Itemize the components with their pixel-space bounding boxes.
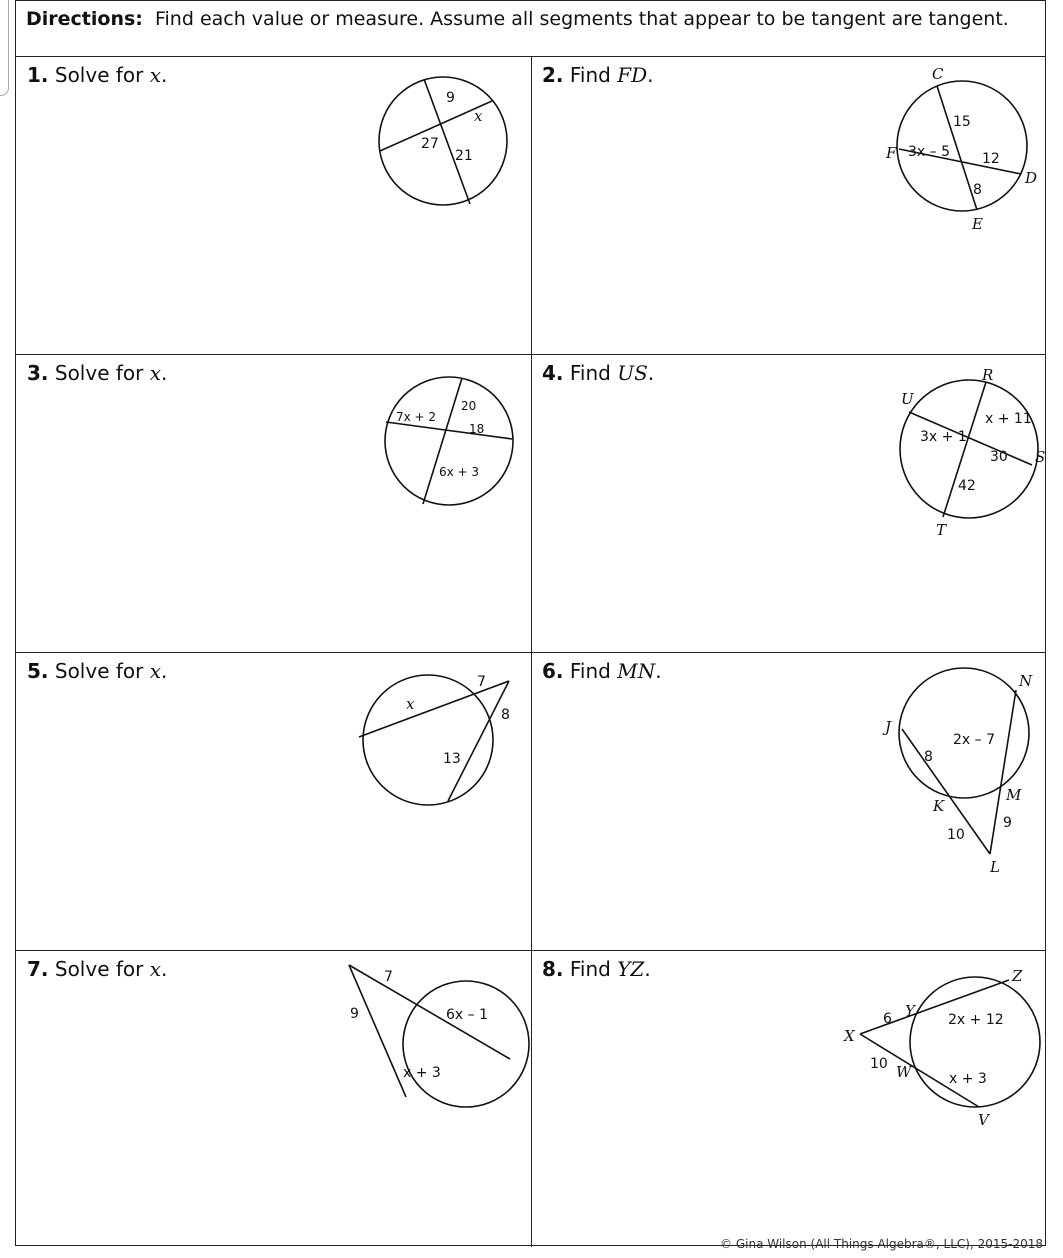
label-9: 9 [446, 90, 455, 106]
label-13: 13 [443, 751, 461, 767]
problem-4-prompt: 4. Find US. [542, 361, 655, 385]
problem-7 [16, 951, 531, 1248]
worksheet [15, 0, 1046, 1251]
label-27: 27 [421, 136, 439, 152]
directions-label: Directions: [26, 8, 143, 30]
label-7: 7 [477, 674, 486, 690]
intersecting-chords-figure-2 [862, 61, 1052, 241]
label-T: T [936, 521, 947, 539]
label-F: F [886, 144, 897, 162]
problem-6-prompt: 6. Find MN. [542, 659, 662, 683]
secant-secant-figure-8 [832, 955, 1052, 1135]
label-x+3: x + 3 [403, 1065, 441, 1081]
label-Y: Y [905, 1002, 915, 1020]
label-8: 8 [924, 749, 933, 765]
label-6: 6 [883, 1011, 892, 1027]
label-x: x [474, 107, 483, 125]
directions [16, 1, 1045, 57]
label-8: 8 [973, 182, 982, 198]
label-6x-1: 6x – 1 [446, 1007, 488, 1023]
copyright-footer: © Gina Wilson (All Things Algebra®, LLC), 2015-2018 [720, 1237, 1043, 1251]
page-corner-tab [0, 0, 9, 96]
label-9: 9 [1003, 815, 1012, 831]
label-S: S [1035, 448, 1046, 466]
problem-2 [532, 57, 1047, 354]
label-2x-7: 2x – 7 [953, 732, 995, 748]
label-42: 42 [958, 478, 976, 494]
label-R: R [982, 366, 994, 384]
label-W: W [896, 1063, 912, 1081]
problem-5 [16, 653, 531, 950]
label-10: 10 [947, 827, 965, 843]
label-C: C [932, 65, 944, 83]
label-12: 12 [982, 151, 1000, 167]
intersecting-chords-figure-3 [346, 365, 526, 515]
label-3x+1: 3x + 1 [920, 429, 967, 445]
label-J: J [885, 718, 892, 736]
label-x: x [406, 695, 415, 713]
label-2x+12: 2x + 12 [948, 1012, 1004, 1028]
label-Z: Z [1012, 967, 1023, 985]
problem-8-prompt: 8. Find YZ. [542, 957, 651, 981]
label-7: 7 [384, 969, 393, 985]
label-X: X [844, 1027, 855, 1045]
problem-3-prompt: 3. Solve for x. [27, 361, 168, 385]
secant-secant-figure-5 [346, 663, 526, 813]
label-10: 10 [870, 1056, 888, 1072]
problem-7-prompt: 7. Solve for x. [27, 957, 168, 981]
label-8: 8 [501, 707, 510, 723]
label-x+11: x + 11 [985, 411, 1032, 427]
problem-8 [532, 951, 1047, 1248]
secant-secant-figure-7 [336, 957, 526, 1117]
label-K: K [933, 797, 945, 815]
label-x+3: x + 3 [949, 1071, 987, 1087]
label-V: V [978, 1111, 989, 1129]
label-21: 21 [455, 148, 473, 164]
label-D: D [1025, 169, 1038, 187]
label-7x+2: 7x + 2 [396, 410, 437, 424]
problem-1 [16, 57, 531, 354]
problem-2-prompt: 2. Find FD. [542, 63, 654, 87]
problem-6 [532, 653, 1047, 950]
label-20: 20 [461, 399, 477, 413]
label-U: U [901, 390, 914, 408]
intersecting-chords-figure-1 [346, 67, 526, 217]
label-E: E [972, 215, 983, 233]
problem-4 [532, 355, 1047, 652]
label-18: 18 [469, 422, 485, 436]
label-M: M [1006, 786, 1022, 804]
label-15: 15 [953, 114, 971, 130]
problem-1-prompt: 1. Solve for x. [27, 63, 168, 87]
label-3x-5: 3x – 5 [908, 144, 950, 160]
intersecting-chords-figure-4 [872, 363, 1052, 543]
label-9: 9 [350, 1006, 359, 1022]
label-L: L [990, 858, 1000, 876]
label-6x+3: 6x + 3 [439, 465, 480, 479]
secant-secant-figure-6 [862, 659, 1052, 879]
problem-5-prompt: 5. Solve for x. [27, 659, 168, 683]
problem-3 [16, 355, 531, 652]
directions-text: Find each value or measure. Assume all segments that appear to be tangent are tangent. [154, 8, 1009, 30]
label-N: N [1019, 672, 1033, 690]
label-30: 30 [990, 449, 1008, 465]
